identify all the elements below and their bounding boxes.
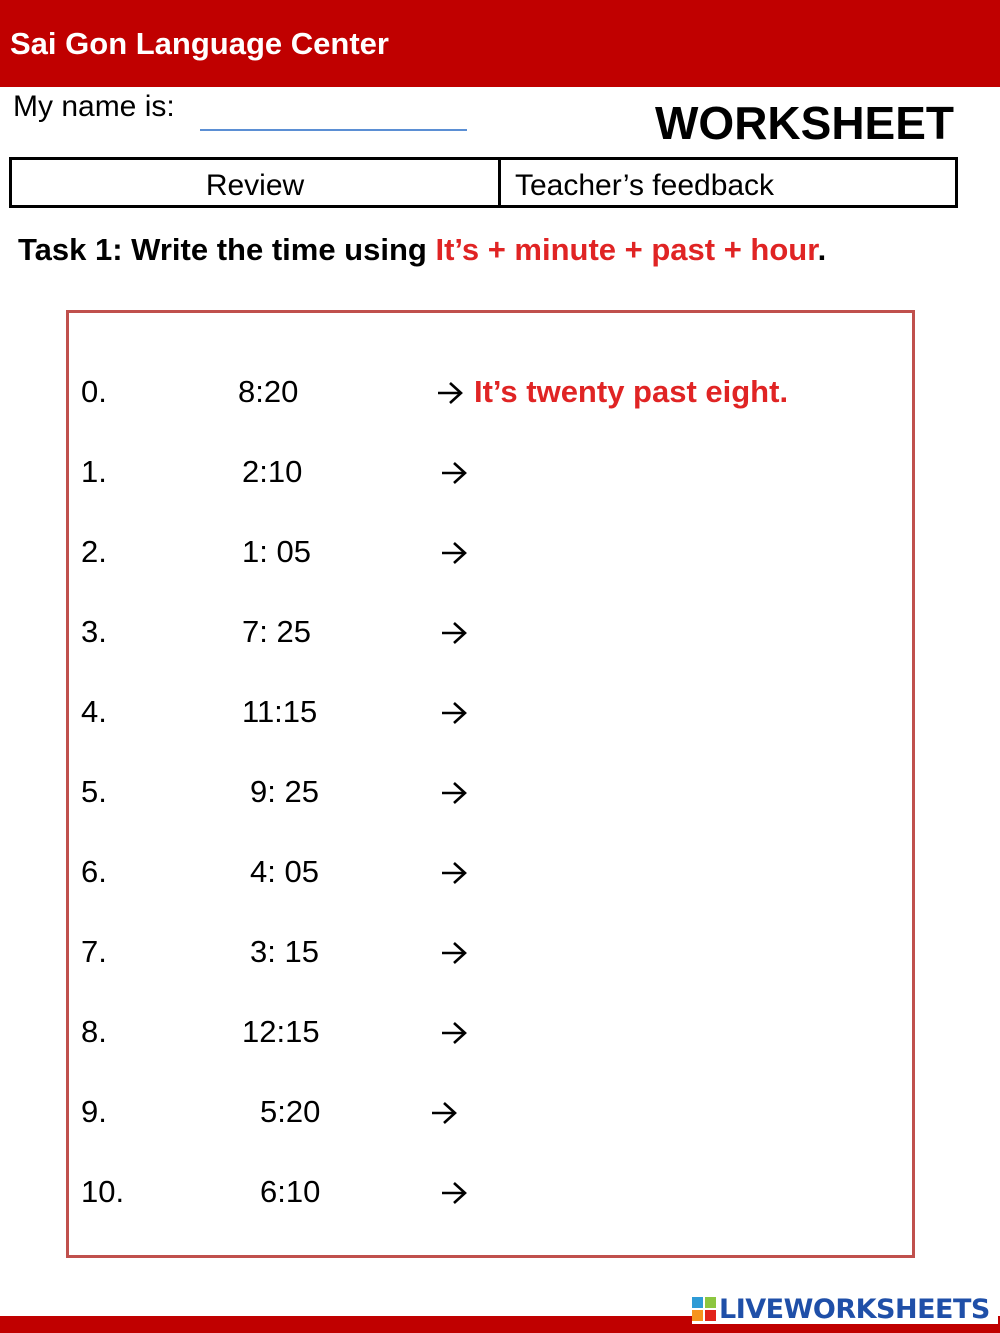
logo-text: LIVEWORKSHEETS <box>719 1293 990 1325</box>
item-time: 5:20 <box>260 1094 321 1129</box>
teacher-feedback-cell: Teacher’s feedback <box>515 169 775 202</box>
answer-blank[interactable] <box>474 614 874 650</box>
item-number: 3. <box>81 614 107 649</box>
item-number: 0. <box>81 374 107 409</box>
item-number: 5. <box>81 774 107 809</box>
item-time: 12:15 <box>242 1014 320 1049</box>
answer-blank[interactable] <box>474 454 874 490</box>
exercise-row <box>0 854 1000 894</box>
liveworksheets-logo <box>692 1294 998 1324</box>
arrow-right-icon <box>440 860 468 886</box>
task-prefix: Task 1: Write the time using <box>18 232 436 267</box>
exercise-row <box>0 454 1000 494</box>
worksheet-title: WORKSHEET <box>655 97 954 149</box>
item-time: 2:10 <box>242 454 303 489</box>
answer-blank[interactable] <box>474 934 874 970</box>
task-suffix: . <box>817 232 827 267</box>
answer-blank[interactable] <box>474 1174 874 1210</box>
item-number: 4. <box>81 694 107 729</box>
name-input-line[interactable] <box>200 129 467 131</box>
item-number: 10. <box>81 1174 125 1209</box>
item-time: 8:20 <box>238 374 299 409</box>
item-time: 3: 15 <box>250 934 319 969</box>
item-time: 4: 05 <box>250 854 319 889</box>
item-number: 9. <box>81 1094 107 1129</box>
item-time: 11:15 <box>242 694 318 729</box>
exercise-row <box>0 1094 1000 1134</box>
item-number: 6. <box>81 854 107 889</box>
item-time: 7: 25 <box>242 614 311 649</box>
item-time: 9: 25 <box>250 774 319 809</box>
arrow-right-icon <box>430 1100 458 1126</box>
task-instruction <box>18 232 826 268</box>
arrow-right-icon <box>436 380 464 406</box>
example-answer: It’s twenty past eight. <box>474 374 789 409</box>
item-number: 1. <box>81 454 107 489</box>
name-label: My name is: <box>13 90 175 123</box>
arrow-right-icon <box>440 700 468 726</box>
exercise-row <box>0 374 1000 414</box>
header-title: Sai Gon Language Center <box>10 26 389 61</box>
arrow-right-icon <box>440 460 468 486</box>
answer-blank[interactable] <box>474 1094 874 1130</box>
task-formula: It’s + minute + past + hour <box>435 232 818 267</box>
item-number: 8. <box>81 1014 107 1049</box>
exercise-row <box>0 694 1000 734</box>
arrow-right-icon <box>440 940 468 966</box>
exercise-row <box>0 534 1000 574</box>
answer-blank[interactable] <box>474 774 874 810</box>
header-bar <box>0 0 1000 87</box>
item-number: 2. <box>81 534 107 569</box>
arrow-right-icon <box>440 780 468 806</box>
exercise-row <box>0 774 1000 814</box>
answer-blank[interactable] <box>474 534 874 570</box>
exercise-row <box>0 614 1000 654</box>
exercise-row <box>0 1014 1000 1054</box>
answer-blank[interactable] <box>474 1014 874 1050</box>
arrow-right-icon <box>440 540 468 566</box>
arrow-right-icon <box>440 1180 468 1206</box>
review-feedback-table <box>9 157 958 208</box>
answer-blank[interactable] <box>474 694 874 730</box>
arrow-right-icon <box>440 620 468 646</box>
item-time: 1: 05 <box>242 534 311 569</box>
answer-blank[interactable] <box>474 854 874 890</box>
review-cell: Review <box>12 160 501 205</box>
item-number: 7. <box>81 934 107 969</box>
exercise-row <box>0 1174 1000 1214</box>
item-time: 6:10 <box>260 1174 321 1209</box>
arrow-right-icon <box>440 1020 468 1046</box>
logo-mark-icon <box>692 1297 716 1321</box>
exercise-row <box>0 934 1000 974</box>
